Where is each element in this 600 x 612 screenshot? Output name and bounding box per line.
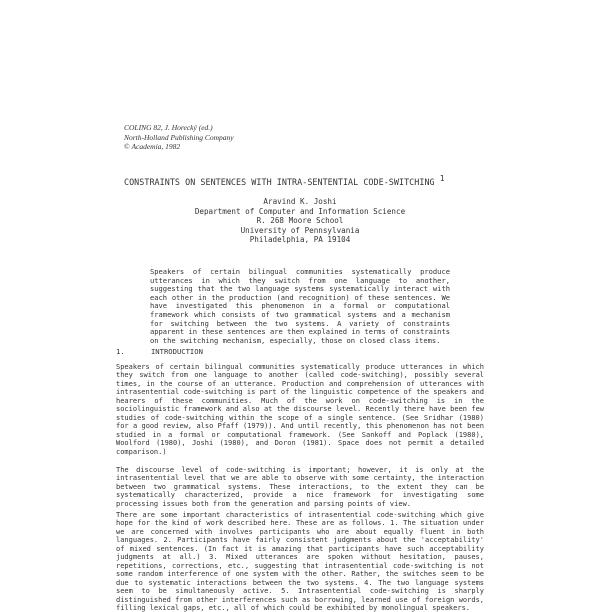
- abstract: Speakers of certain bilingual communities systematically produce utterances in which they switch from one language to another, suggesting that the two language systems systematically interact with each other in the production (and recognition) of these sentences. We have investigated this phenomenon in a formal or computational framework which consists of two grammatical systems and a mechanism for switching between the two systems. A variety of constraints apparent in these sentences are then explained in terms of constraints on the switching mechanism, especially, those on closed class items.: [150, 267, 450, 345]
- body-paragraph: The discourse level of code-switching is important; however, it is only at the intrasentential level that we are able to observe with some certainty, the interaction between two grammatical systems. These interactions, to the extent they can be systematically characterized, provide a nice framework for investigating some processing issues both from the generation and parsing points of view.: [116, 466, 484, 508]
- author-department: Department of Computer and Information Science: [194, 206, 406, 216]
- section-number: 1.: [116, 347, 125, 356]
- publication-line: North-Holland Publishing Company: [124, 132, 234, 142]
- title-footnote-mark: 1: [439, 174, 445, 183]
- body-paragraph: Speakers of certain bilingual communities systematically produce utterances in which they switch from one language to another (called code-switching), possibly several times, in the course of an utterance. Production and comprehension of utterances with intrasentential code-switching is part of the linguistic competence of the speakers and hearers of these communities. Much of the work on code-switching is in the sociolinguistic framework and also at the discourse level. Recently there have been few studies of code-switching within the scope of a single sentence. (See Sridhar (1980) for a good review, also Pfaff (1979)). And until recently, this phenomenon has not been studied in a formal or computational framework. (See Sankoff and Poplack (1980), Woolford (1980), Joshi (1980), and Doron (1981). Space does not permit a detailed comparison.): [116, 363, 484, 456]
- publication-line: COLING 82, J. Horecký (ed.): [124, 123, 213, 132]
- body-paragraph: There are some important characteristics of intrasentential code-switching which give hope for the kind of work described here. These are as follows. 1. The situation under we are concerned with involves participants who are about equally fluent in both languages. 2. Participants have fairly consistent judgments about the 'acceptability' of mixed sentences. (In fact it is amazing that participants have such acceptability judgments at all.) 3. Mixed utterances are spoken without hesitation, pauses, repetitions, corrections, etc., suggesting that intrasentential code-switching is not some random interference of one system with the other. Rather, the switches seem to be due to systematic interactions between the two systems. 4. The two language systems seem to be simultaneously active. 5. Intrasentential code-switching is sharply distinguished from other interferences such as borrowing, learned use of foreign words, filling lexical gaps, etc., all of which could be exhibited by monolingual speakers.: [116, 511, 484, 612]
- author-block: [150, 197, 450, 245]
- author-university: University of Pennsylvania: [240, 225, 360, 235]
- section-title: INTRODUCTION: [150, 347, 203, 356]
- author-name: Aravind K. Joshi: [263, 197, 337, 206]
- paper-title: [124, 174, 454, 187]
- section-heading: [116, 347, 203, 356]
- author-room: R. 268 Moore School: [256, 216, 344, 226]
- paper-title-text: CONSTRAINTS ON SENTENCES WITH INTRA-SENTENTIAL CODE-SWITCHING: [124, 176, 435, 187]
- publication-line: © Academia, 1982: [124, 142, 181, 151]
- author-city: Philadelphia, PA 19104: [249, 235, 351, 245]
- publication-info: [124, 123, 234, 152]
